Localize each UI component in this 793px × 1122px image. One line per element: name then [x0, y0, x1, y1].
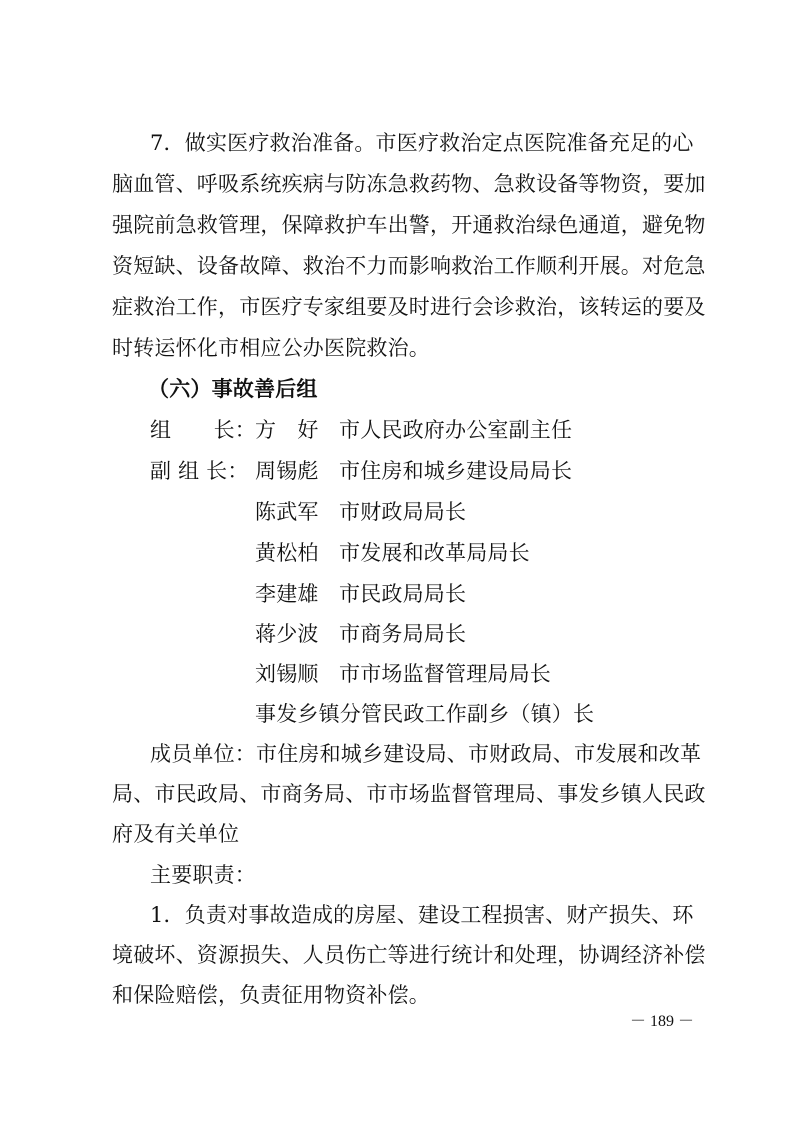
deputy-leader-name: 李建雄	[255, 582, 319, 606]
deputy-leader-title: 市民政局局长	[339, 582, 467, 606]
deputy-leader-title: 市财政局局长	[339, 500, 467, 524]
section-heading: （六）事故善后组	[148, 376, 318, 401]
deputy-leader-name: 刘锡顺	[255, 662, 319, 686]
paragraph-7-line-6: 时转运怀化市相应公办医院救治。	[112, 336, 430, 360]
deputy-leader-title: 市商务局局长	[339, 622, 467, 646]
deputy-leader-title: 市市场监督管理局局长	[339, 662, 551, 686]
member-units-line-2: 局、市民政局、市商务局、市市场监督管理局、事发乡镇人民政	[112, 782, 706, 806]
deputy-leader-title: 市住房和城乡建设局局长	[339, 459, 573, 483]
duty-1-line-2: 境破坏、资源损失、人员伤亡等进行统计和处理，协调经济补偿	[112, 943, 706, 967]
member-units-line-1: 成员单位：市住房和城乡建设局、市财政局、市发展和改革	[150, 742, 702, 766]
deputy-leader-label: 副 组 长：	[150, 459, 249, 483]
paragraph-7-line-3: 强院前急救管理，保障救护车出警，开通救治绿色通道，避免物	[112, 213, 706, 237]
deputy-leader-name: 周锡彪	[255, 459, 319, 483]
paragraph-7-line-4: 资短缺、设备故障、救治不力而影响救治工作顺利开展。对危急	[112, 254, 706, 278]
deputy-leader-extra: 事发乡镇分管民政工作副乡（镇）长	[255, 702, 595, 726]
deputy-leader-name: 黄松柏	[255, 541, 319, 565]
deputy-leader-name: 陈武军	[255, 500, 319, 524]
leader-label: 组 长：	[150, 418, 256, 442]
duty-1-line-3: 和保险赔偿，负责征用物资补偿。	[112, 983, 430, 1007]
page-number: － 189 －	[630, 1013, 695, 1030]
paragraph-7-line-5: 症救治工作，市医疗专家组要及时进行会诊救治，该转运的要及	[112, 295, 706, 319]
deputy-leader-name: 蒋少波	[255, 622, 319, 646]
leader-name: 方 好	[255, 418, 319, 442]
leader-title: 市人民政府办公室副主任	[339, 418, 573, 442]
duty-1-line-1: 1．负责对事故造成的房屋、建设工程损害、财产损失、环	[150, 903, 694, 927]
paragraph-7-line-1: 7．做实医疗救治准备。市医疗救治定点医院准备充足的心	[150, 131, 694, 155]
deputy-leader-title: 市发展和改革局局长	[339, 541, 530, 565]
paragraph-7-line-2: 脑血管、呼吸系统疾病与防冻急救药物、急救设备等物资，要加	[112, 172, 706, 196]
duties-label: 主要职责：	[150, 863, 256, 887]
member-units-line-3: 府及有关单位	[112, 822, 240, 846]
